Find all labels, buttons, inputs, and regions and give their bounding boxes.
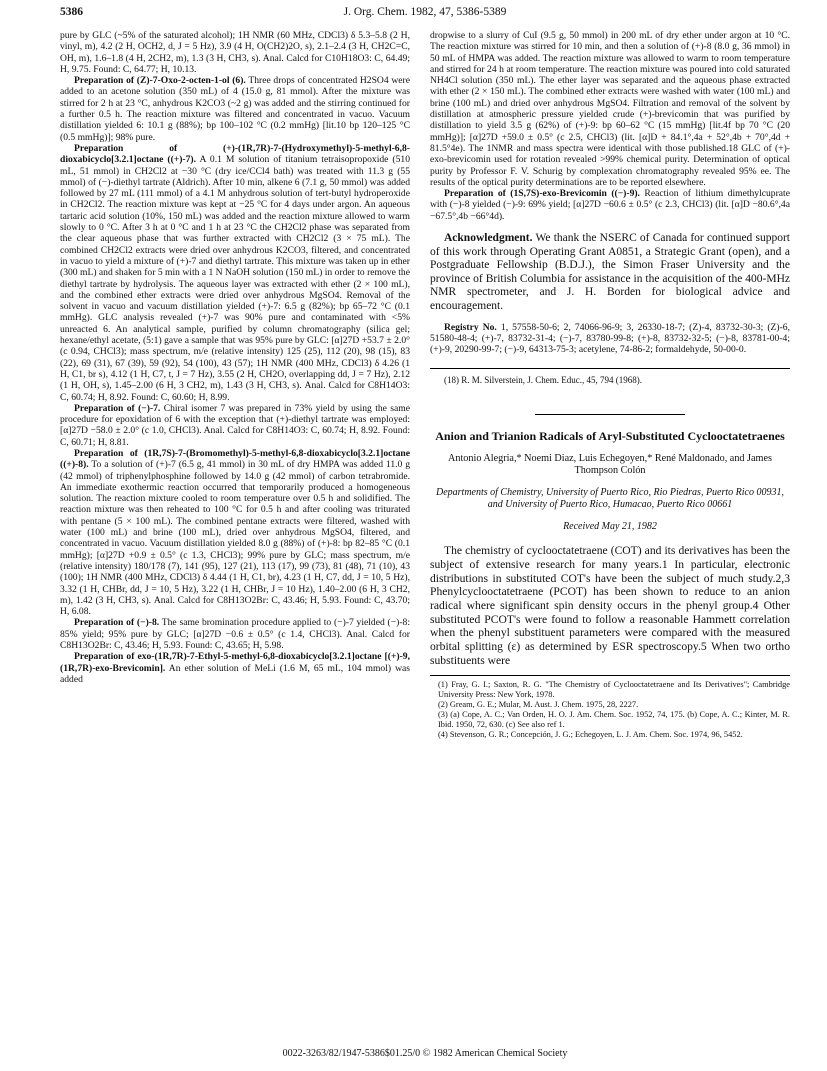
left-column [60, 30, 410, 685]
paragraph: Preparation of (1R,7S)-7-(Bromomethyl)-5-methyl-6,8-dioxabicyclo[3.2.1]octane ((+)-8). To a solution of (+)-7 (6.5 g, 41 mmol) in 30 mL of dry HMPA was added 11.0 g (42 mmol) of triphenylphosphine followed by 14.0 g (42 mmol) of carbon tetrabromide. An immediate exothermic reaction occurred that temporarily produced a homogeneous solution. The reaction mixture cooled to room temperature over 0.5 h and solidified. The reaction mixture was then reheated to 100 °C for 0.5 h and after cooling was triturated with pentane (5 × 100 mL). The combined pentane extracts were filtered, washed with water (100 mL) and brine (100 mL), dried over anhydrous MgSO4, filtered, and concentrated in vacuo. Vacuum distillation yielded 8.0 g (88%) of (+)-8: bp 82–85 °C (0.1 mmHg); [α]27D +0.9 ± 0.5° (c 1.3, CHCl3); 99% pure by GLC; mass spectrum, m/e (relative intensity) 180/178 (7), 141 (95), 127 (21), 113 (17), 99 (73), 81 (48), 71 (10), 43 (100); 1H NMR (400 MHz, CDCl3) δ 4.44 (1 H, C1, br), 4.23 (1 H, C7, dd, J = 10, 5 Hz), 3.32 (1 H, CHBr, dd, J = 10, 5 Hz), 3.22 (1 H, CHBr, J = 10 Hz), 1.40–2.00 (6 H, 3 CH2, m), 1.42 (3 H, CH3, s). Anal. Calcd for C8H13O2Br: C, 43.46; H, 5.93. Found: C, 43.70; H, 6.08. [60, 447, 410, 618]
footnote: (1) Fray, G. I.; Saxton, R. G. "The Chemistry of Cyclooctatetraene and Its Derivatives"; Cambridge University Press: New York, 1978. [438, 680, 790, 700]
footnotes [430, 675, 790, 740]
authors: Antonio Alegria,* Noemi Diaz, Luis Echegoyen,* René Maldonado, and James Thompson Colón [448, 452, 772, 476]
affiliation: Departments of Chemistry, University of Puerto Rico, Rio Piedras, Puerto Rico 00931, and University of Puerto Rico, Humacao, Puerto Rico 00661 [435, 486, 784, 510]
paragraph: pure by GLC (~5% of the saturated alcohol); 1H NMR (60 MHz, CDCl3) δ 5.3–5.8 (2 H, vinyl, m), 4.2 (2 H, OCH2, d, J = 5 Hz), 3.9 (4 H, O(CH2)2O, s), 2.1–2.4 (3 H, CH2C=C, OH, m), 1.6–1.8 (4 H, 2CH2, m), 1.3 (3 H, CH3, s). Anal. Calcd for C10H18O3: C, 64.49; H, 9.75. Found: C, 64.77; H, 10.13. [60, 30, 410, 75]
paragraph: Preparation of (−)-7. Chiral isomer 7 was prepared in 73% yield by using the same procedure for epoxidation of 6 with the exception that (+)-diethyl tartrate was employed: [α]27D −58.0 ± 2.0° (c 1.0, CHCl3). Anal. Calcd for C8H14O3: C, 60.74; H, 8.92. Found: C, 60.71; H, 8.81. [60, 402, 410, 448]
article-title: Anion and Trianion Radicals of Aryl-Substituted Cyclooctatetraenes [435, 428, 785, 443]
footnote-18: (18) R. M. Silverstein, J. Chem. Educ., 45, 794 (1968). [444, 374, 642, 385]
registry-numbers: Registry No. 1, 57558-50-6; 2, 74066-96-9; 3, 26330-18-7; (Z)-4, 83732-30-3; (Z)-6, 51580-48-4; (+)-7, 83732-31-4; (−)-7, 83780-99-8; (+)-8, 83732-32-5; (−)-8, 83781-00-4; (+)-9, 20290-99-7; (−)-9, 64313-75-3; acetylene, 74-86-2; formaldehyde, 50-00-0. [430, 321, 790, 356]
journal-citation: J. Org. Chem. 1982, 47, 5386-5389 [343, 6, 507, 18]
paragraph: Preparation of (+)-(1R,7R)-7-(Hydroxymethyl)-5-methyl-6,8-dioxabicyclo[3.2.1]octane ((+)-7). A 0.1 M solution of titanium tetraisopropoxide (510 mL, 51 mmol) in CH2Cl2 at −30 °C (dry ice/CCl4 bath) was treated with 11.3 g (55 mmol) of (−)-diethyl tartrate (Aldrich). After 10 min, alkene 6 (7.1 g, 50 mmol) was added followed by 27 mL (111 mmol) of a 4.1 M anhydrous solution of tert-butyl hydroperoxide in CH2Cl2. The reaction mixture was kept at −25 °C for 4 days under argon. An aqueous tartaric acid solution (10%, 150 mL) was added and the reaction mixture allowed to warm slowly to 0 °C. After 3 h at 0 °C and 1 h at 23 °C the CH2Cl2 phase was separated from the clear aqueous phase that was further extracted with CH2Cl2 (3 × 75 mL). The combined CH2Cl2 extracts were dried over anhydrous K2CO3, filtered, and concentrated in vacuo to yield a mixture of (+)-7 and diethyl tartrate. This mixture was taken up in ether (300 mL) and shaken for 5 min with a 1 N NaOH solution (150 mL) in order to remove the diethyl tartrate by hydrolysis. The aqueous layer was extracted with ether (2 × 100 mL), and the combined ether extracts were dried over anhydrous MgSO4. Removal of the solvent in vacuo and vacuum distillation yielded (+)-7: 6.5 g (82%); bp 65–72 °C (0.1 mmHg). GLC analysis revealed (+)-7 was 90% pure and contaminated with <5% unreacted 6. An analytical sample, purified by column chromatography (silica gel; hexane/ethyl acetate, (5:1) gave a sample that was 95% pure by GLC: [α]27D +53.7 ± 2.0° (c 0.94, CHCl3); mass spectrum, m/e (relative intensity) 125 (25), 112 (20), 98 (15), 83 (22), 69 (31), 67 (39), 59 (92), 54 (100), 43 (57); 1H NMR (400 MHz, CDCl3) δ 4.26 (1 H, C1, br s), 4.12 (1 H, C7, t, J = 7 Hz), 3.55 (2 H, CH2O, overlapping dd, J = 7 Hz), 2.12 (1 H, OH, s), 1.45–2.00 (6 H, 3 CH2, m), 1.43 (3 H, CH3, s). Anal. Calcd for C8H14O3: C, 60.74; H, 8.92. Found: C, 60.60; H, 8.99. [60, 142, 411, 403]
received-date: Received May 21, 1982 [563, 520, 657, 532]
page-footer: 0022-3263/82/1947-5386$01.25/0 © 1982 American Chemical Society [282, 1048, 568, 1059]
divider [430, 368, 790, 369]
right-column [430, 30, 790, 740]
page-number: 5386 [60, 6, 83, 18]
page-header [60, 6, 790, 24]
paragraph: Preparation of (1S,7S)-exo-Brevicomin ((−)-9). Reaction of lithium dimethylcuprate with (−)-8 yielded (−)-9: 69% yield; [α]27D −60.6 ± 0.5° (c 2.3, CHCl3) (lit. [α]D −80.6°,4a −67.5°,4b −66°4d). [430, 188, 790, 222]
paragraph: Preparation of (Z)-7-Oxo-2-octen-1-ol (6). Three drops of concentrated H2SO4 were added to an acetone solution (350 mL) of 4 (15.0 g, 81 mmol). After the mixture was stirred for 2 h at 23 °C, anhydrous K2CO3 (~2 g) was added and the stirring continued for a further 0.5 h. The reaction mixture was filtered and concentrated in vacuo. Vacuum distillation yielded 6: 10.1 g (88%); bp 100–102 °C (0.2 mmHg) [lit.10 bp 120–125 °C (0.5 mmHg)]; 98% pure. [60, 75, 411, 143]
footnote: (3) (a) Cope, A. C.; Van Orden, H. O. J. Am. Chem. Soc. 1952, 74, 175. (b) Cope, A. C.; Kinter, M. R. Ibid. 1950, 72, 630. (c) See also ref 1. [438, 710, 790, 730]
footnote: (2) Gream, G. E.; Mular, M. Aust. J. Chem. 1975, 28, 2227. [438, 700, 639, 710]
footnote: (4) Stevenson, G. R.; Concepción, J. G.; Echegoyen, L. J. Am. Chem. Soc. 1974, 96, 5452. [438, 730, 743, 740]
acknowledgment: Acknowledgment. We thank the NSERC of Canada for continued support of this work through Operating Grant A0851, a Strategic Grant (open), and a Postgraduate Fellowship (B.D.J.), the Simon Fraser University and the province of British Columbia for assistance in the acquisition of the 400-MHz NMR spectrometer, and J. H. Borden for biological advice and encouragement. [430, 232, 790, 313]
paragraph: dropwise to a slurry of CuI (9.5 g, 50 mmol) in 200 mL of dry ether under argon at 10 °C. The reaction mixture was stirred for 10 min, and then a solution of (+)-8 (8.0 g, 36 mmol) in 50 mL of HMPA was added. The reaction mixture was allowed to warm to room temperature and stirred for 24 h at room temperature. The reaction mixture was poured into cold saturated NH4Cl solution (350 mL). The ether layer was separated and the aqueous phase extracted with ether (2 × 150 mL). The combined ether extracts were washed with water (100 mL) and brine (100 mL) and dried over anhydrous MgSO4. Filtration and removal of the solvent by distillation at atmospheric pressure yielded crude (+)-brevicomin that was purified by distillation to yield 3.5 g (62%) of (+)-9: bp 60–62 °C (15 mmHg) [lit.4f bp 70 °C (20 mmHg)]; [α]27D +59.0 ± 0.5° (c 2.5, CHCl3) (lit. [α]D + 84.1°,4a + 52°,4b + 70°,4d + 81.5°4e). The 1NMR and mass spectra were identical with those published.18 GLC of (+)-exo-brevicomin used for rotation revealed >99% chemical purity. Determination of optical purity by Professor F. V. Schurig by complexation chromatography revealed 95% ee. The results of the optical purity determinations are to be reported elsewhere. [430, 30, 790, 188]
article-divider [535, 414, 685, 415]
paragraph: Preparation of (−)-8. The same bromination procedure applied to (−)-7 yielded (−)-8: 85% yield; 95% pure by GLC; [α]27D −0.6 ± 0.5° (c 1.4, CHCl3). Anal. Calcd for C8H13O2Br: C, 43.46; H, 5.93. Found: C, 43.65; H, 5.98. [60, 617, 410, 652]
article-body: The chemistry of cyclooctatetraene (COT) and its derivatives has been the subject of extensive research for many years.1 In particular, electronic distributions in substituted COT's have been the subject of much study.2,3 Phenylcyclooctatetraene (PCOT) has been shown to reduce to an anion radical where significant spin density occurs in the phenyl group.4 Other substituted PCOT's were found to follow a reasonable Hammett correlation when the phenyl substituent parameters were compared with the measured orbital splitting (ε) as determined by ESR spectroscopy.5 When two ortho substituents were [430, 544, 790, 667]
paragraph: Preparation of exo-(1R,7R)-7-Ethyl-5-methyl-6,8-dioxabicyclo[3.2.1]octane [(+)-9, (1R,7R)-exo-Brevicomin]. An ether solution of MeLi (1.6 M, 65 mL, 104 mmol) was added [60, 651, 410, 685]
